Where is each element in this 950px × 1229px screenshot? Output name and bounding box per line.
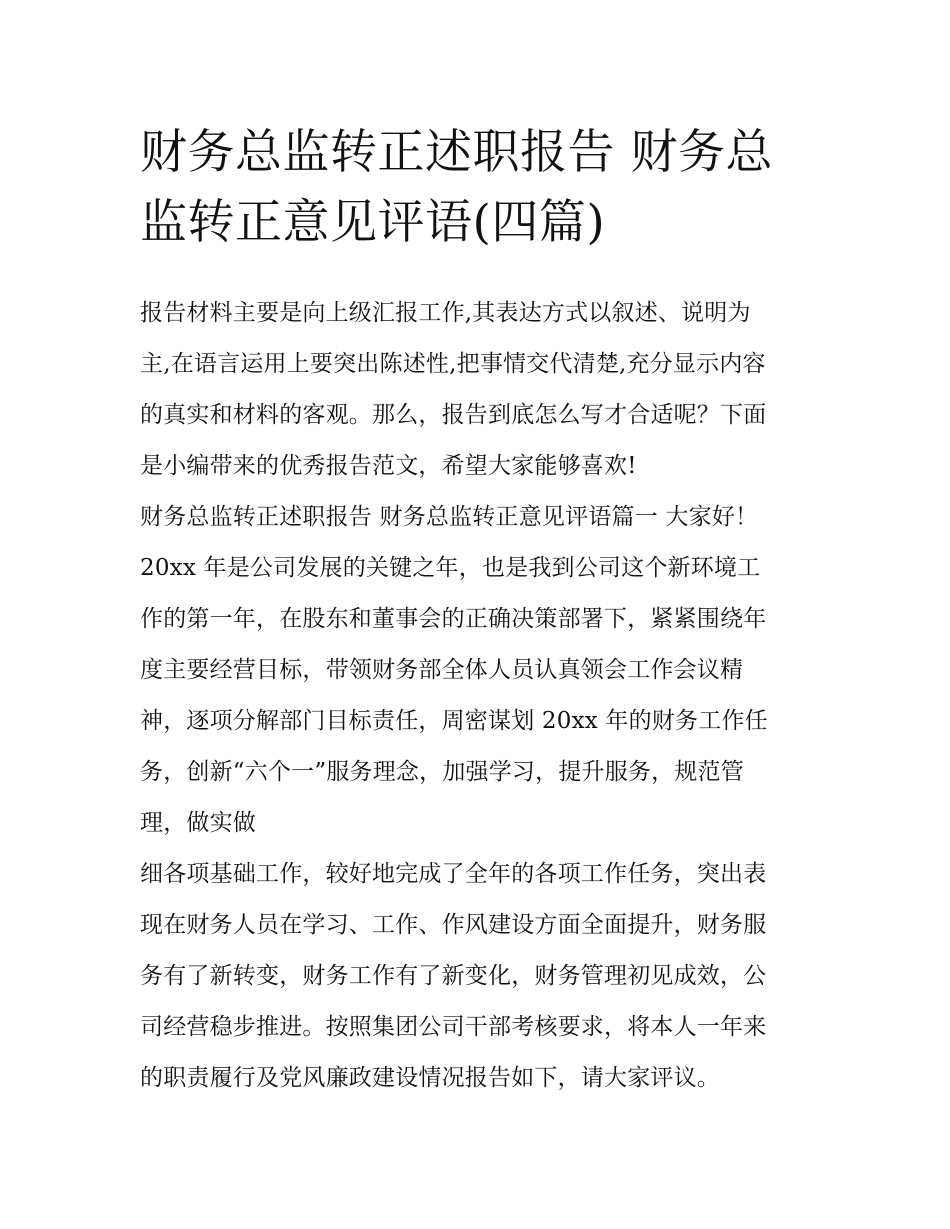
paragraph-line: 的职责履行及党风廉政建设情况报告如下，请大家评议。 <box>140 1065 720 1091</box>
paragraph-line: 理，做实做 <box>140 810 256 836</box>
title-line-2: 监转正意见评语(四篇) <box>140 195 606 250</box>
document-body <box>140 288 812 1104</box>
paragraph-line: 的真实和材料的客观。那么，报告到底怎么写才合适呢？下面 <box>140 402 767 428</box>
paragraph-line: 务，创新“六个一”服务理念，加强学习，提升服务，规范管 <box>140 759 744 785</box>
paragraph-work-summary <box>140 849 812 1104</box>
paragraph-section-one <box>140 492 812 849</box>
title-line-1: 财务总监转正述职报告 财务总 <box>140 125 773 180</box>
paragraph-line: 司经营稳步推进。按照集团公司干部考核要求，将本人一年来 <box>140 1014 767 1040</box>
paragraph-line: 作的第一年，在股东和董事会的正确决策部署下，紧紧围绕年 <box>140 606 767 632</box>
paragraph-line: 是小编带来的优秀报告范文，希望大家能够喜欢! <box>140 453 637 479</box>
paragraph-line: 主,在语言运用上要突出陈述性,把事情交代清楚,充分显示内容 <box>140 351 766 377</box>
paragraph-line: 20xx 年是公司发展的关键之年，也是我到公司这个新环境工 <box>140 555 761 581</box>
paragraph-line: 务有了新转变，财务工作有了新变化，财务管理初见成效，公 <box>140 963 767 989</box>
paragraph-intro <box>140 288 812 492</box>
paragraph-line: 财务总监转正述职报告 财务总监转正意见评语篇一 大家好！ <box>140 504 759 530</box>
paragraph-line: 报告材料主要是向上级汇报工作,其表达方式以叙述、说明为 <box>140 300 751 326</box>
paragraph-line: 度主要经营目标，带领财务部全体人员认真领会工作会议精 <box>140 657 744 683</box>
paragraph-line: 现在财务人员在学习、工作、作风建设方面全面提升，财务服 <box>140 912 767 938</box>
document-title <box>140 118 812 258</box>
paragraph-line: 细各项基础工作，较好地完成了全年的各项工作任务，突出表 <box>140 861 767 887</box>
paragraph-line: 神，逐项分解部门目标责任，周密谋划 20xx 年的财务工作任 <box>140 708 768 734</box>
